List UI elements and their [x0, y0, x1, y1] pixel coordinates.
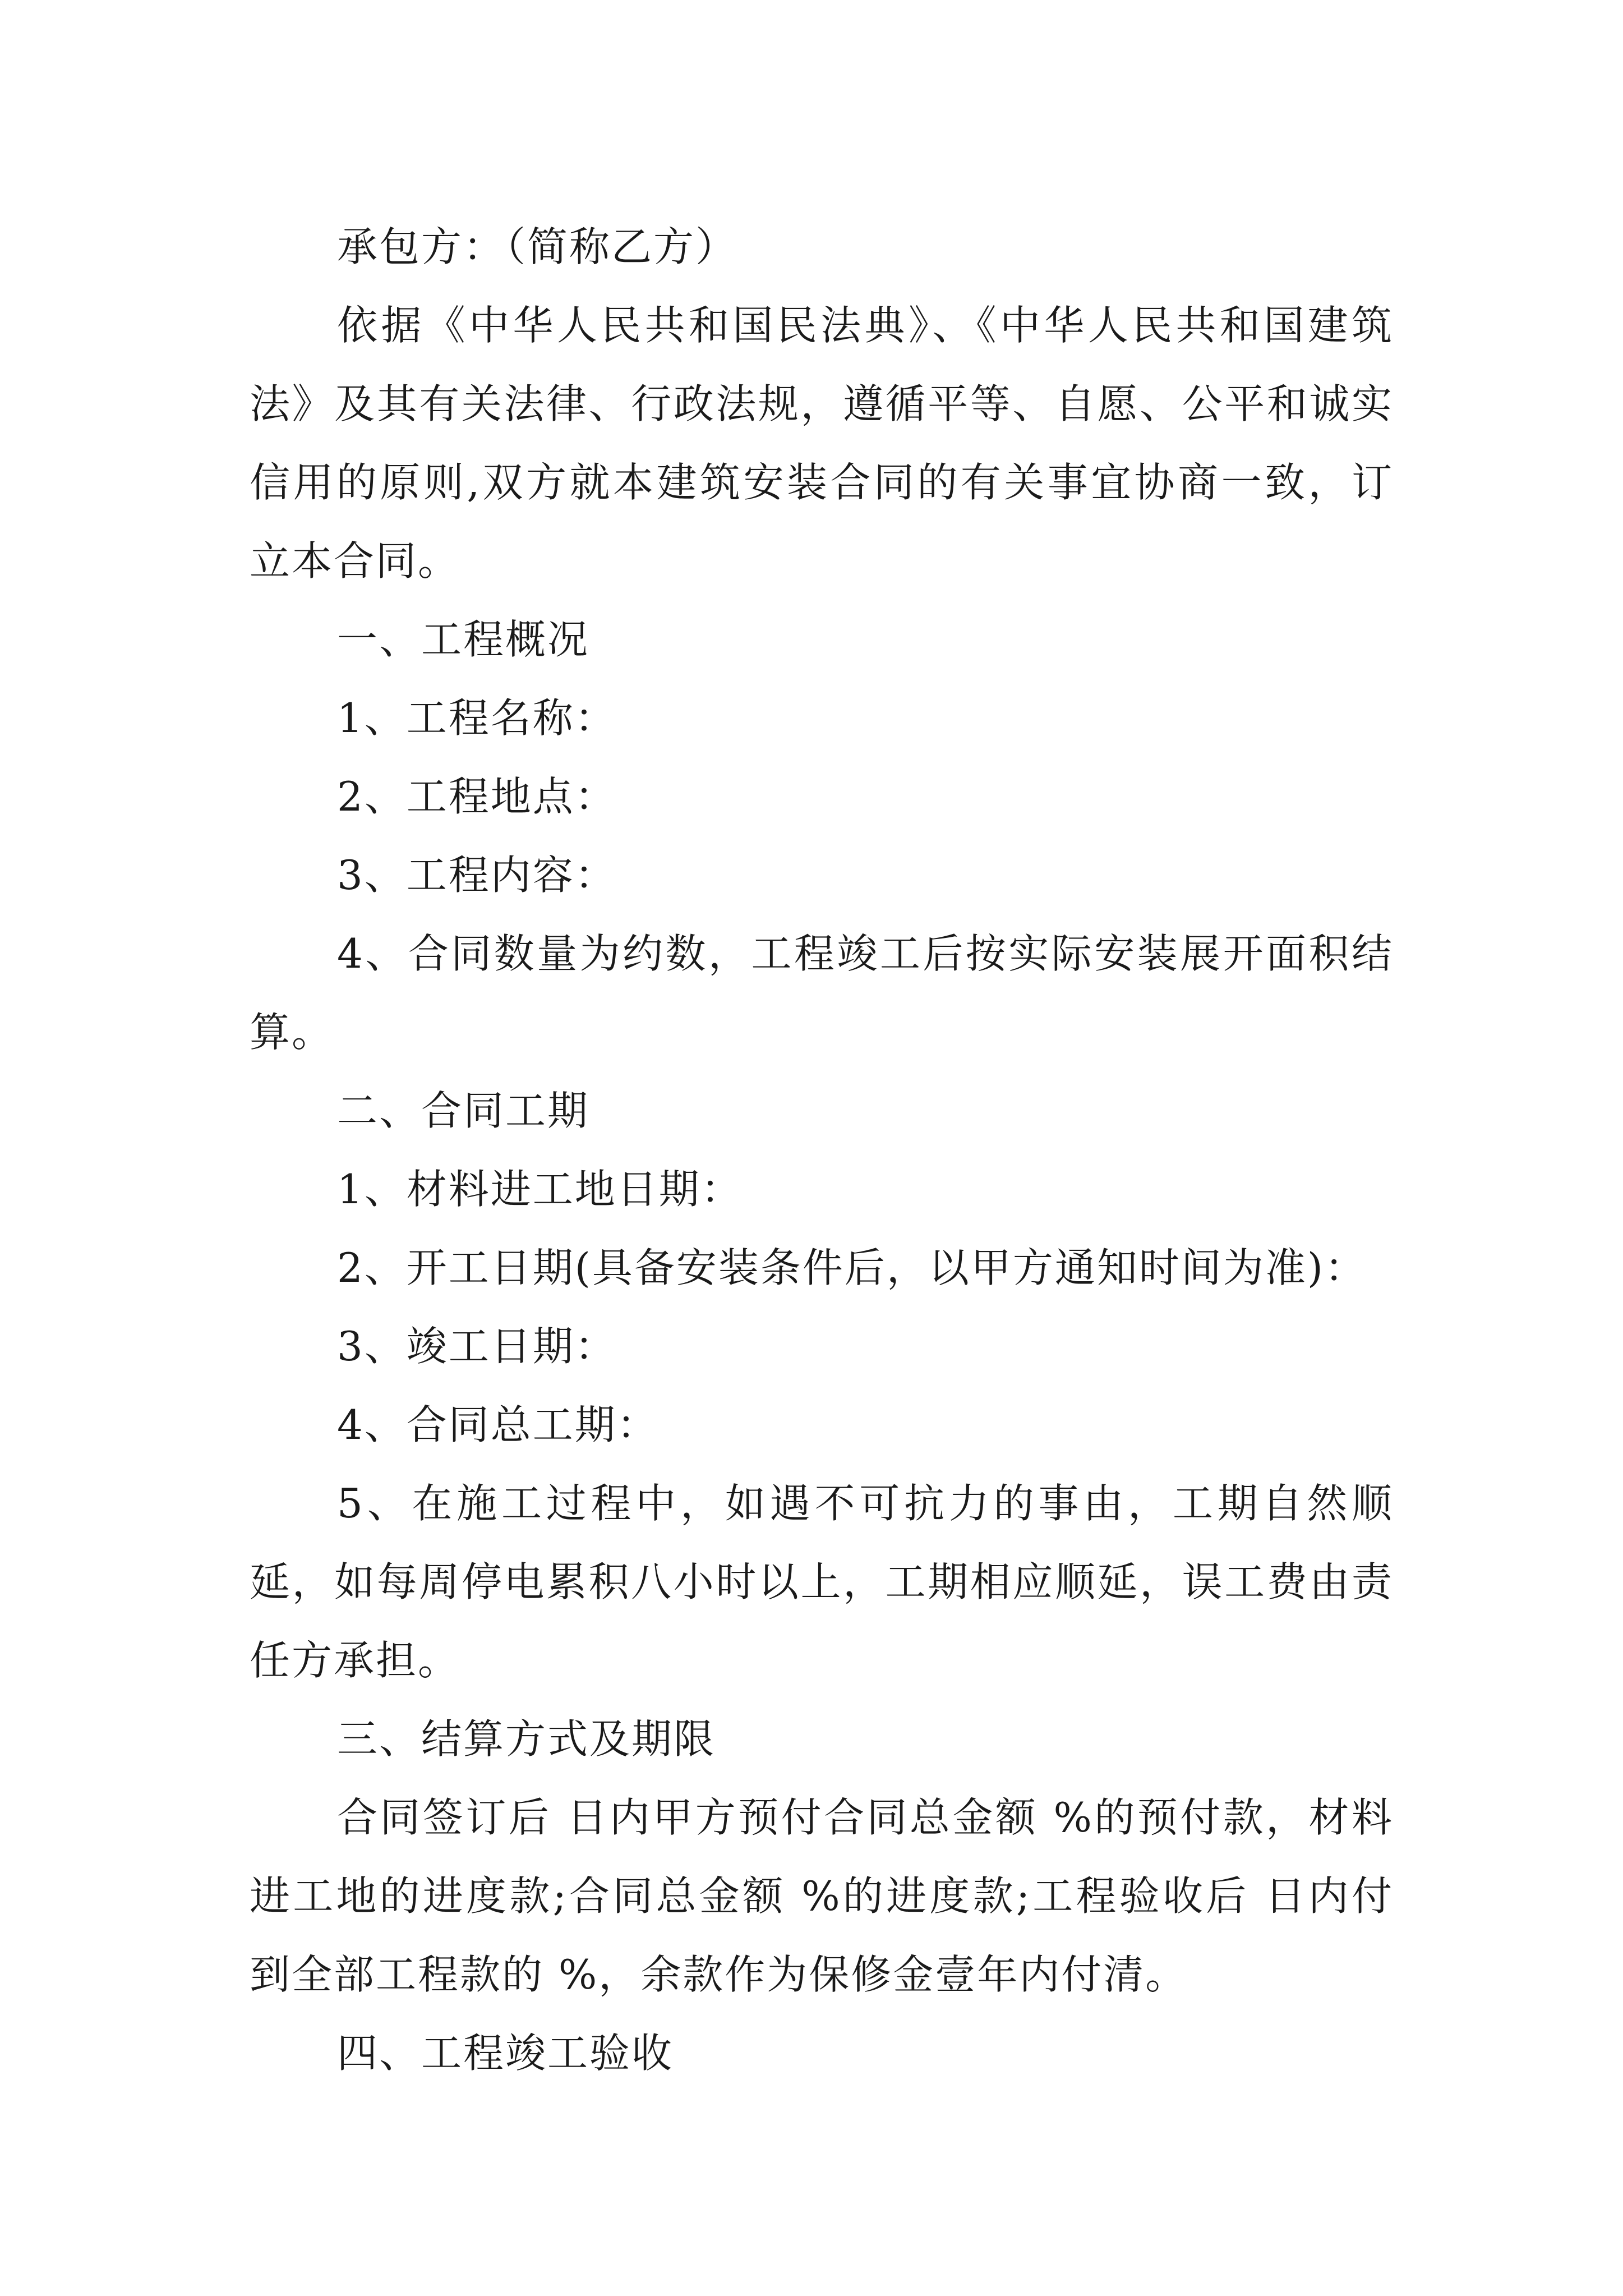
- total-period-item: 4、合同总工期：: [337, 1401, 659, 1448]
- contractor-line: 承包方：（简称乙方）: [337, 223, 738, 270]
- start-date-item: 2、开工日期(具备安装条件后，以甲方通知时间为准)：: [337, 1244, 1367, 1291]
- legal-basis-paragraph: 依据《中华人民共和国民法典》、《中华人民共和国建筑法》及其有关法律、行政法规，遵循平等、自愿、公平和诚实信用的原则,双方就本建筑安装合同的有关事宜协商一致，订立本合同。: [250, 302, 1394, 585]
- section-heading-project-overview: 一、工程概况: [337, 616, 590, 663]
- completion-date-item: 3、竣工日期：: [337, 1323, 617, 1370]
- section-heading-contract-period: 二、合同工期: [337, 1087, 590, 1134]
- section-heading-acceptance: 四、工程竣工验收: [337, 2030, 674, 2077]
- section-heading-settlement: 三、结算方式及期限: [337, 1715, 716, 1763]
- project-content-item: 3、工程内容：: [337, 852, 617, 899]
- project-name-item: 1、工程名称：: [337, 694, 617, 742]
- force-majeure-item: 5、在施工过程中，如遇不可抗力的事由，工期自然顺延，如每周停电累积八小时以上，工期相应顺延，误工费由责任方承担。: [250, 1480, 1394, 1684]
- document-body: [250, 208, 1394, 2092]
- material-arrival-date-item: 1、材料进工地日期：: [337, 1166, 743, 1213]
- contract-quantity-item: 4、合同数量为约数，工程竣工后按实际安装展开面积结算。: [250, 930, 1394, 1056]
- settlement-paragraph: 合同签订后 日内甲方预付合同总金额 %的预付款，材料进工地的进度款;合同总金额 %的进度款;工程验收后 日内付到全部工程款的 %，余款作为保修金壹年内付清。: [250, 1794, 1394, 1998]
- project-location-item: 2、工程地点：: [337, 773, 617, 820]
